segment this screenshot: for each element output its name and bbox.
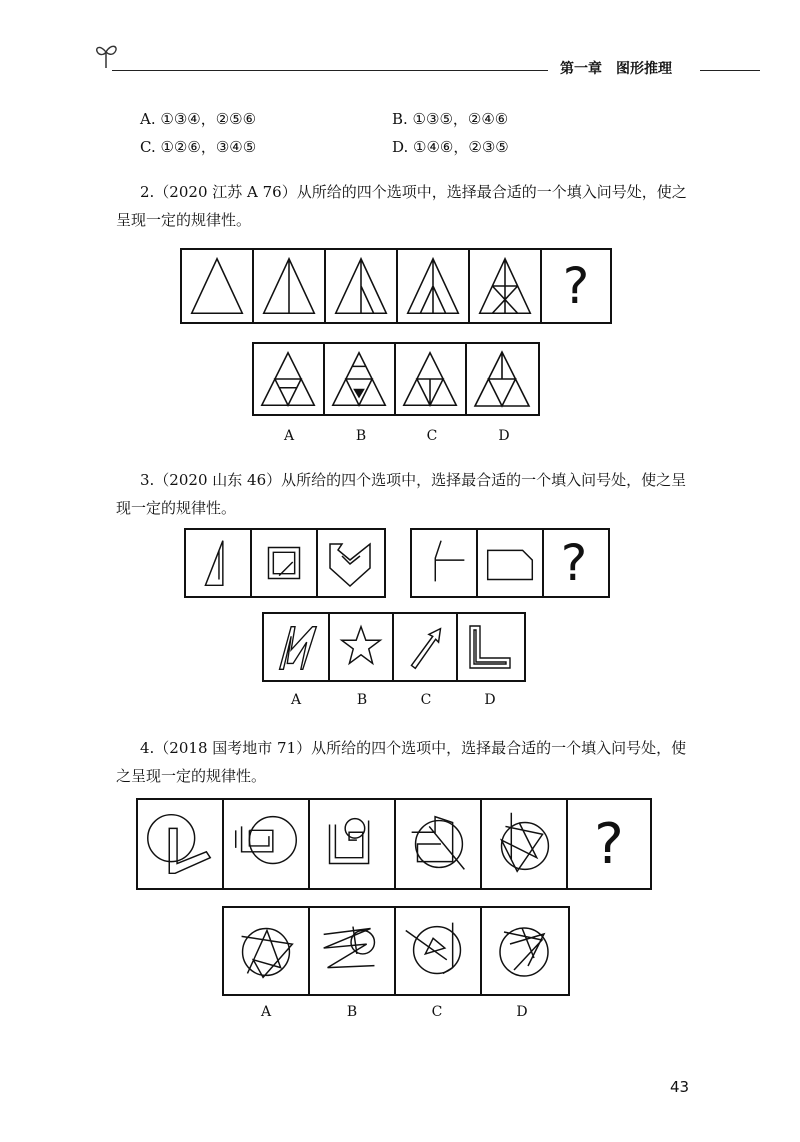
q3-option-a-figure[interactable]: [264, 614, 330, 680]
q3-option-c-figure[interactable]: [394, 614, 458, 680]
q3-group-left-panel: [184, 528, 386, 598]
sprout-icon: [92, 40, 120, 70]
q2-label-b: B: [355, 428, 367, 444]
q3-question-text: 3.（2020 山东 46）从所给的四个选项中，选择最合适的一个填入问号处，使之呈现一定的规律性。: [116, 471, 687, 517]
q3-figure-5: [478, 530, 544, 596]
q4-label-a: A: [260, 1004, 272, 1020]
q4-option-c-figure[interactable]: [396, 908, 482, 994]
q1-option-d: D. ①④⑥，②③⑤: [392, 138, 509, 156]
q2-options-panel: [252, 342, 540, 416]
q2-sequence-panel: [180, 248, 612, 324]
q3-options-panel: [262, 612, 526, 682]
q3-label-d: D: [484, 692, 496, 708]
q2-option-a-figure[interactable]: [254, 344, 325, 414]
q4-figure-3: [310, 800, 396, 888]
q3-figure-1: [186, 530, 252, 596]
q4-label-b: B: [346, 1004, 358, 1020]
q4-question-text: 4.（2018 国考地市 71）从所给的四个选项中，选择最合适的一个填入问号处，使之呈现一定的规律性。: [116, 739, 687, 785]
q3-label-a: A: [290, 692, 302, 708]
q2-figure-3: [326, 250, 398, 322]
q3-question-mark: ?: [560, 534, 588, 592]
q4-option-d-figure[interactable]: [482, 908, 566, 994]
q2-figure-4: [398, 250, 470, 322]
q2-option-c-figure[interactable]: [396, 344, 467, 414]
q2-figure-1: [182, 250, 254, 322]
q4-sequence-panel: [136, 798, 652, 890]
q3-answer-cell: [544, 530, 604, 596]
q3-group-right-panel: [410, 528, 610, 598]
q4-option-b-figure[interactable]: [310, 908, 396, 994]
q2-question-mark: ?: [562, 257, 590, 315]
q2-figure-5: [470, 250, 542, 322]
q3-figure-4: [412, 530, 478, 596]
page-number: 43: [670, 1078, 690, 1096]
q4-figure-4: [396, 800, 482, 888]
header-rule-right: [700, 70, 760, 71]
q3-figure-2: [252, 530, 318, 596]
q2-option-d-figure[interactable]: [467, 344, 538, 414]
q1-option-a: A. ①③④，②⑤⑥: [140, 110, 257, 128]
q3-label-b: B: [356, 692, 368, 708]
q2-label-d: D: [498, 428, 510, 444]
chapter-title: 第一章 图形推理: [560, 61, 672, 77]
q2-answer-cell: [542, 250, 610, 322]
q4-label-d: D: [516, 1004, 528, 1020]
page-header: [0, 0, 800, 90]
q3-label-c: C: [420, 692, 432, 708]
q2-label-c: C: [426, 428, 438, 444]
q4-figure-5: [482, 800, 568, 888]
q4-option-a-figure[interactable]: [224, 908, 310, 994]
q4-answer-cell: [568, 800, 650, 888]
q2-figure-2: [254, 250, 326, 322]
q2-option-b-figure[interactable]: [325, 344, 396, 414]
q3-option-b-figure[interactable]: [330, 614, 394, 680]
q3-option-d-figure[interactable]: [458, 614, 520, 680]
q3-figure-3: [318, 530, 382, 596]
q2-option-labels: [0, 428, 800, 448]
header-rule-left: [112, 70, 548, 71]
q2-question-text: 2.（2020 江苏 A 76）从所给的四个选项中，选择最合适的一个填入问号处，使之呈现一定的规律性。: [116, 183, 687, 229]
q1-option-c: C. ①②⑥，③④⑤: [140, 138, 257, 156]
q4-label-c: C: [431, 1004, 443, 1020]
q4-option-labels: [0, 1004, 800, 1024]
q1-option-b: B. ①③⑤，②④⑥: [392, 110, 509, 128]
q4-question-mark: ?: [594, 811, 624, 877]
q3-option-labels: [0, 692, 800, 712]
q4-figure-1: [138, 800, 224, 888]
q2-label-a: A: [283, 428, 295, 444]
q4-options-panel: [222, 906, 570, 996]
q4-figure-2: [224, 800, 310, 888]
